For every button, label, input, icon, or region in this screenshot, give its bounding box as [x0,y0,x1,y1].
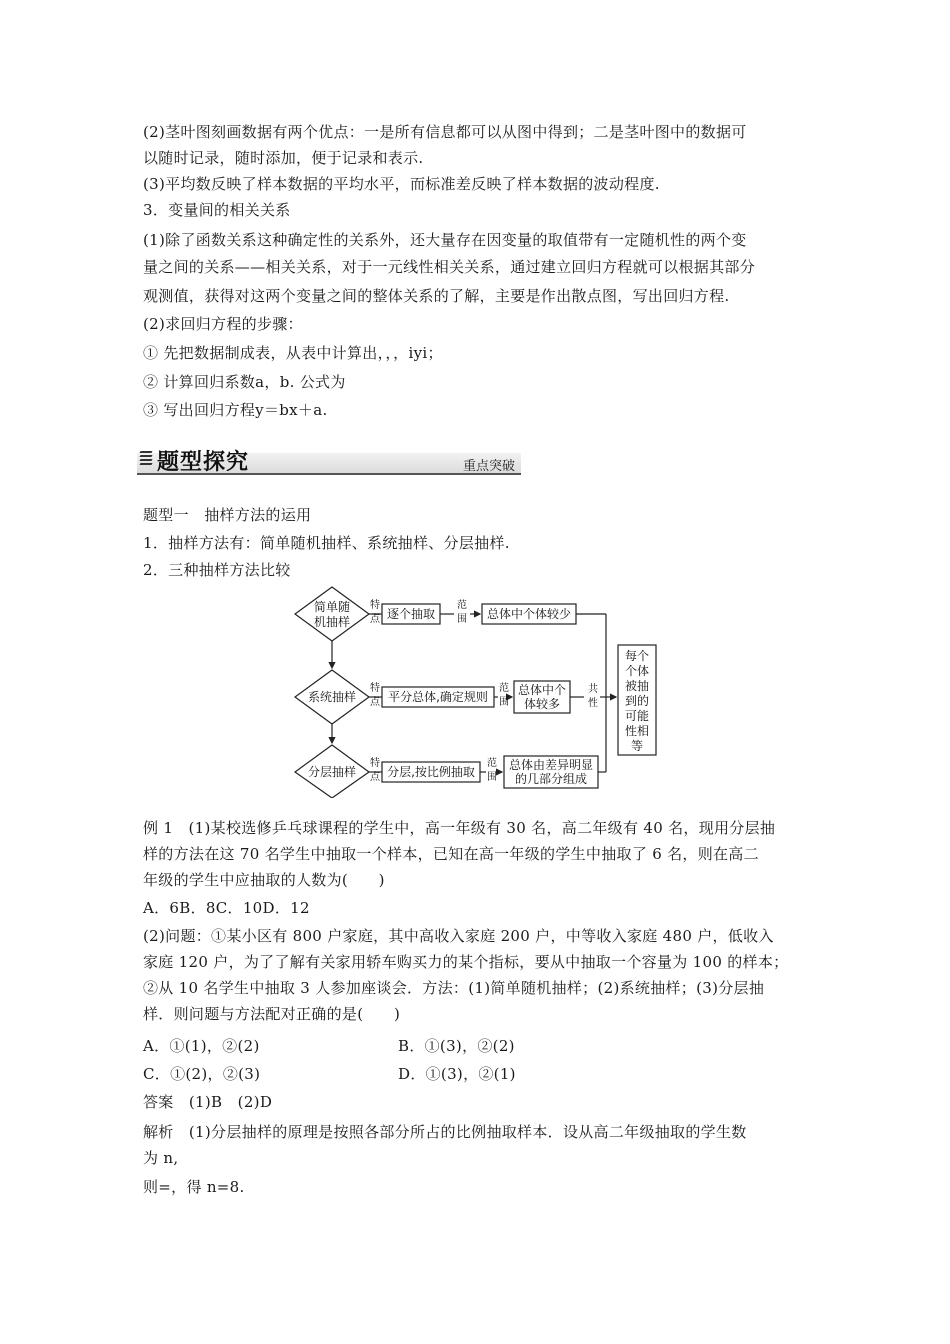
example-line: 例 1 (1)某校选修乒乓球课程的学生中，高一年级有 30 名，高二年级有 40 名，现用分层抽 [143,819,776,837]
text-line: (3)平均数反映了样本数据的平均水平，而标准差反映了样本数据的波动程度. [143,175,660,193]
common-text: 性相 [624,724,650,738]
analysis-line: 则=，得 n=8. [143,1178,245,1196]
range1-text: 总体中个体较少 [486,607,572,621]
section-heading: 3．变量间的相关关系 [143,201,291,219]
method3-label: 分层抽样 [307,765,357,779]
analysis-line: 为 n, [143,1149,179,1167]
example-line: 年级的学生中应抽取的人数为( ) [143,871,385,889]
common-text: 个体 [624,664,650,678]
example-line: (2)问题：①某小区有 800 户家庭，其中高收入家庭 200 户，中等收入家庭 480 户，低收入 [143,927,774,945]
example-line: 样．则问题与方法配对正确的是( ) [143,1005,401,1023]
feature2-text: 平分总体,确定规则 [388,690,488,704]
option-a: A．①(1)，②(2) [143,1037,260,1055]
step-line: ② 计算回归系数a，b. 公式为 [143,373,346,391]
common-text: 每个 [624,649,650,663]
common-tag: 性 [588,698,598,709]
text-line: 观测值，获得对这两个变量之间的整体关系的了解，主要是作出散点图，写出回归方程. [143,287,730,305]
range2-text-line1: 总体中个 [517,683,567,697]
step-line: ③ 写出回归方程y＝bx＋a. [143,401,328,419]
range-tag: 范 [499,683,509,694]
feature-tag: 点 [370,697,380,708]
banner-subtitle: 重点突破 [462,459,515,474]
feature3-text: 分层,按比例抽取 [387,765,475,779]
option-b: B．①(3)，②(2) [398,1037,515,1055]
banner-title: 题型探究 [157,450,250,475]
section-banner [137,443,521,477]
common-text: 被抽 [624,679,650,693]
example-line: 样的方法在这 70 名学生中抽取一个样本，已知在高一年级的学生中抽取了 6 名，则在高二 [143,845,759,863]
text-line: 1．抽样方法有：简单随机抽样、系统抽样、分层抽样. [143,534,510,552]
banner-stripes-icon [140,451,152,469]
range3-text-line1: 总体由差异明显 [508,758,594,772]
feature1-text: 逐个抽取 [386,607,436,621]
sampling-methods-diagram [294,586,674,798]
feature-tag: 特 [370,758,380,769]
common-text: 到的 [624,694,650,708]
method2-label: 系统抽样 [307,690,357,704]
text-line: 以随时记录，随时添加，便于记录和表示. [143,149,424,167]
range-tag: 范 [487,758,497,769]
answer-line: 答案 (1)B (2)D [143,1093,273,1111]
analysis-line: 解析 (1)分层抽样的原理是按照各部分所占的比例抽取样本．设从高二年级抽取的学生数 [143,1123,747,1141]
range-tag: 围 [457,614,467,625]
diamond-method1 [295,587,369,641]
common-text: 等 [630,739,644,753]
method1-label-line1: 简单随 [313,600,351,614]
range2-text-line2: 体较多 [524,697,561,711]
choices-line: A．6B．8C．10D．12 [143,899,310,917]
feature-tag: 点 [370,772,380,783]
feature-tag: 特 [370,683,380,694]
example-line: ②从 10 名学生中抽取 3 人参加座谈会．方法：(1)简单随机抽样；(2)系统抽样；(3)分层抽 [143,979,765,997]
text-line: (1)除了函数关系这种确定性的关系外，还大量存在因变量的取值带有一定随机性的两个变 [143,231,747,249]
feature-tag: 点 [370,614,380,625]
text-line: 量之间的关系——相关关系，对于一元线性相关关系，通过建立回归方程就可以根据其部分 [143,258,756,276]
option-d: D．①(3)，②(1) [398,1065,516,1083]
topic-heading: 题型一 抽样方法的运用 [143,506,312,524]
common-tag: 共 [588,684,598,695]
option-c: C．①(2)，②(3) [143,1065,261,1083]
range-tag: 围 [487,772,497,783]
method1-label-line2: 机抽样 [313,615,351,629]
example-line: 家庭 120 户，为了了解有关家用轿车购买力的某个指标，要从中抽取一个容量为 100 的样本； [143,953,789,971]
text-line: (2)求回归方程的步骤： [143,315,303,333]
text-line: 2．三种抽样方法比较 [143,561,291,579]
range-tag: 围 [499,697,509,708]
range-tag: 范 [457,600,467,611]
text-line: (2)茎叶图刻画数据有两个优点：一是所有信息都可以从图中得到；二是茎叶图中的数据可 [143,123,747,141]
feature-tag: 特 [370,600,380,611]
common-text: 可能 [624,709,650,723]
step-line: ① 先把数据制成表，从表中计算出，，，iyi； [143,344,443,362]
range3-text-line2: 的几部分组成 [514,772,588,786]
